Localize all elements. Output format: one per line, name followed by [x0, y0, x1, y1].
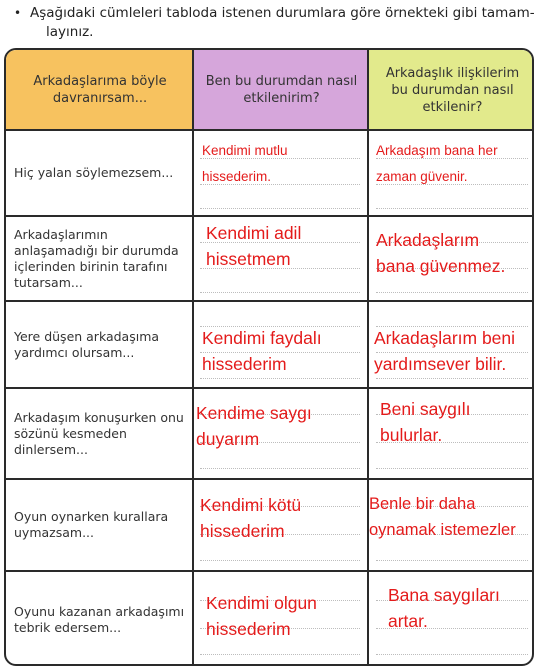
- writing-line: [376, 654, 528, 655]
- situation-cell: Arkadaşlarımın anlaşamadığı bir durumda içlerinden birinin tarafını tutarsam...: [14, 226, 179, 290]
- effect-friendship-answer: Arkadaşlarım bana güvenmez.: [376, 230, 506, 276]
- header-behavior: Arkadaşlarıma böyle davranırsam...: [6, 50, 194, 130]
- writing-line: [200, 654, 360, 655]
- effect-friendship-answer: Arkadaşım bana her zaman güvenir.: [376, 143, 498, 184]
- effect-friendship-answer: Beni saygılı bulurlar.: [380, 399, 471, 445]
- effect-me-answer: Kendimi faydalı hissederim: [202, 328, 322, 374]
- effect-me-answer: Kendimi adil hissetmem: [206, 223, 302, 269]
- header-effect-on-me: Ben bu durumdan nasıl etkilenirim?: [194, 50, 369, 130]
- bullet-icon: •: [14, 6, 22, 20]
- writing-line: [376, 378, 528, 379]
- writing-line: [376, 468, 528, 469]
- situation-cell: Oyunu kazanan arkadaşımı tebrik edersem...: [14, 604, 185, 635]
- situation-cell: Oyun oynarken kurallara uymazsam...: [14, 509, 169, 540]
- effect-me-answer: Kendimi mutlu hissederim.: [202, 143, 288, 184]
- situation-cell: Hiç yalan söylemezsem...: [14, 165, 174, 180]
- situation-cell: Arkadaşım konuşurken onu sözünü kesmeden dinlersem...: [14, 409, 184, 457]
- writing-line: [200, 468, 360, 469]
- writing-line: [376, 208, 528, 209]
- writing-line: [200, 208, 360, 209]
- effect-friendship-answer: Arkadaşlarım beni yardımsever bilir.: [374, 328, 516, 374]
- header-effect-on-friendship: Arkadaşlık ilişkilerim bu durumdan nasıl etkilenir?: [369, 50, 534, 130]
- effect-friendship-answer: Bana saygıları artar.: [388, 585, 500, 631]
- instruction-line-2: layınız.: [46, 24, 94, 40]
- writing-line: [200, 292, 360, 293]
- instruction-line-1: Aşağıdaki cümleleri tabloda istenen durumlara göre örnekteki gibi tamam-: [30, 5, 535, 21]
- situation-cell: Yere düşen arkadaşıma yardımcı olursam...: [14, 328, 160, 360]
- worksheet-table: [4, 48, 534, 666]
- writing-line: [376, 560, 528, 561]
- effect-me-answer: Kendimi olgun hissederim: [206, 593, 317, 639]
- effect-me-answer: Kendimi kötü hissederim: [200, 495, 302, 541]
- effect-friendship-answer: Benle bir daha oynamak istemezler: [369, 495, 516, 539]
- writing-line: [200, 378, 360, 379]
- writing-line: [200, 560, 360, 561]
- writing-line: [376, 292, 528, 293]
- effect-me-answer: Kendime saygı duyarım: [196, 403, 312, 449]
